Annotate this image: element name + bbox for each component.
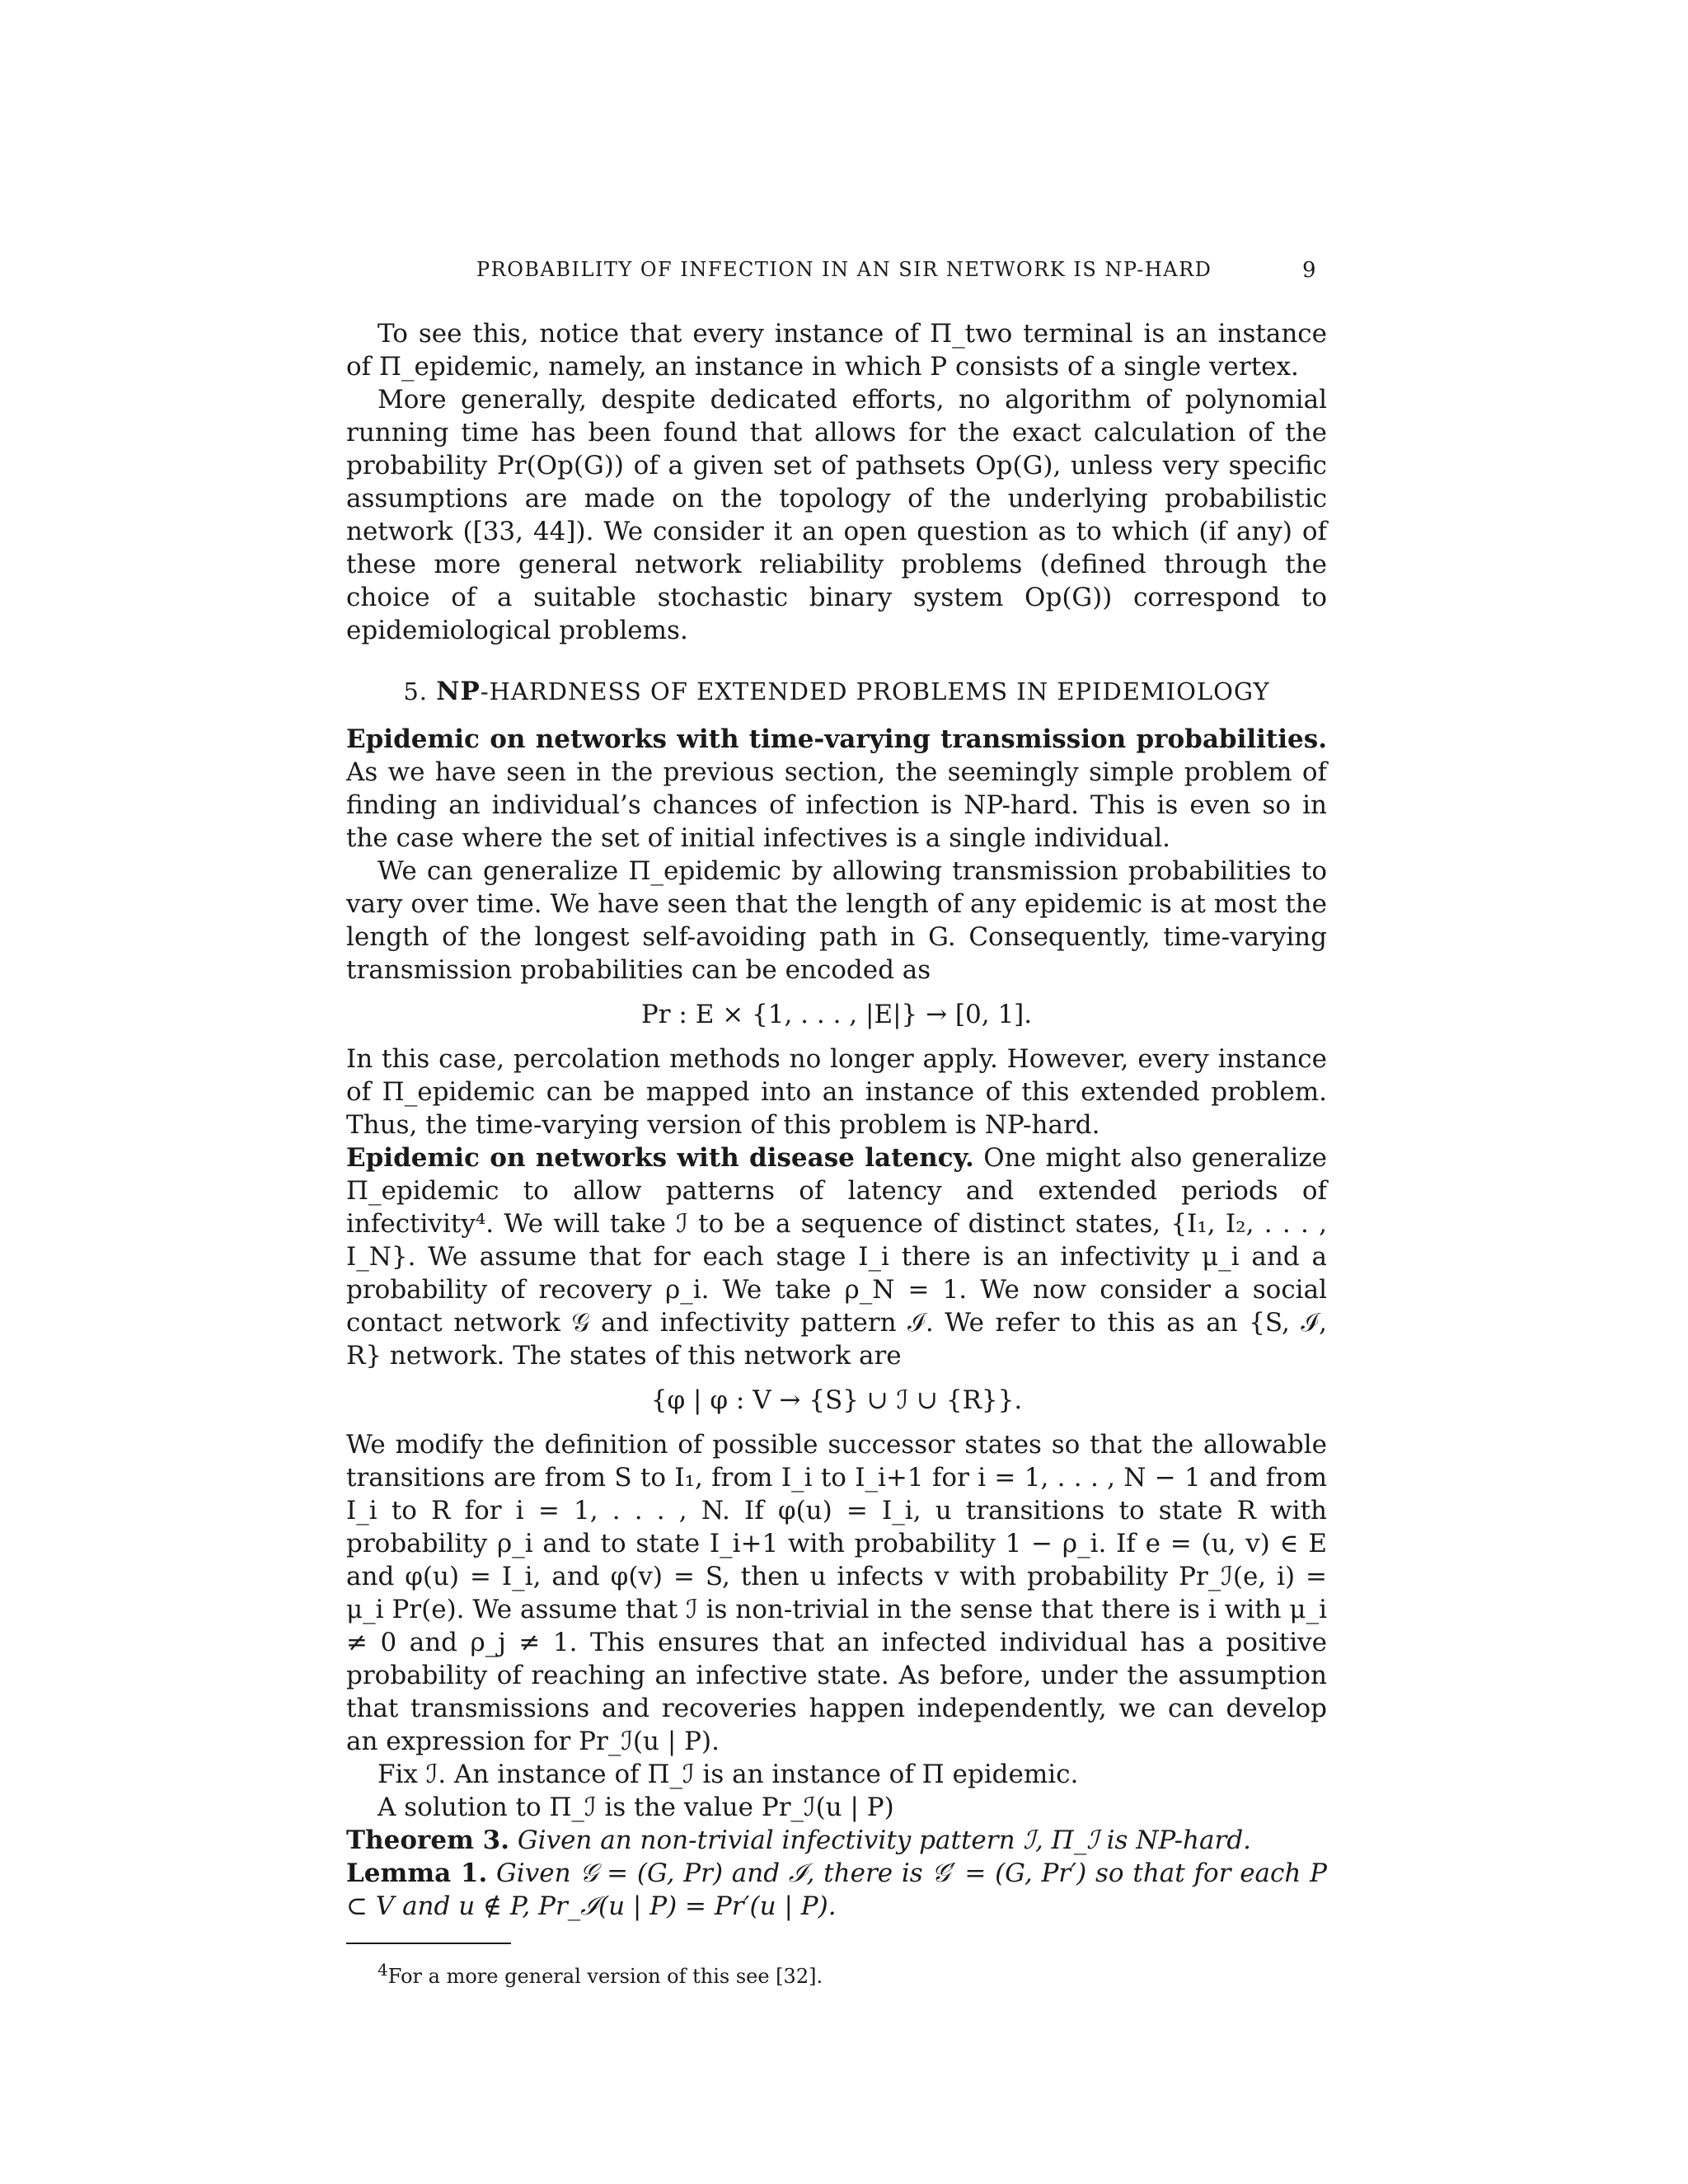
paragraph-generalize: We can generalize Π_epidemic by allowing transmission probabilities to vary over time. We have seen that the length of any epidemic is at most the length of the longest self-avoiding path in G. Consequently, time-varying transmission probabilities can be encoded as: [346, 856, 1327, 985]
footnote-text: For a more general version of this see [32].: [387, 1965, 823, 1988]
section-title: -HARDNESS OF EXTENDED PROBLEMS IN EPIDEMIOLOGY: [480, 677, 1270, 705]
section-np: NP: [436, 677, 481, 706]
paragraph-percolation: In this case, percolation methods no longer apply. However, every instance of Π_epidemic can be mapped into an instance of this extended problem. Thus, the time-varying version of this problem is NP-hard.: [346, 1044, 1327, 1140]
display-equation-states: {φ | φ : V → {S} ∪ ℐ ∪ {R}}.: [650, 1385, 1023, 1415]
running-title: PROBABILITY OF INFECTION IN AN SIR NETWORK IS NP-HARD: [476, 258, 1212, 281]
paragraph-transitions: We modify the definition of possible successor states so that the allowable transitions are from S to I₁, from I_i to I_i+1 for i = 1, . . . , N − 1 and from I_i to R for i = 1, . . . , N. If φ(u) = I_i, u transitions to state R with probability ρ_i and to state I_i+1 with probability 1 − ρ_i. If e = (u, v) ∈ E and φ(u) = I_i, and φ(v) = S, then u infects v with probability Pr_ℐ(e, i) = μ_i Pr(e). We assume that ℐ is non-trivial in the sense that there is i with μ_i ≠ 0 and ρ_j ≠ 1. This ensures that an infected individual has a positive probability of reaching an infective state. As before, under the assumption that transmissions and recoveries happen independently, we can develop an expression for Pr_ℐ(u | P).: [346, 1430, 1327, 1756]
section-heading: [346, 675, 1327, 708]
paragraph-general-reliability: More generally, despite dedicated efforts, no algorithm of polynomial running time has been found that allows for the exact calculation of the probability Pr(Op(G)) of a given set of pathsets Op(G), unless very specific assumptions are made on the topology of the underlying probabilistic network ([33, 44]). We consider it an open question as to which (if any) of these more general network reliability problems (defined through the choice of a suitable stochastic binary system Op(G)) correspond to epidemiological problems.: [346, 385, 1327, 645]
time-varying-heading: Epidemic on networks with time-varying transmission probabilities.: [346, 724, 1327, 754]
running-head: [346, 258, 1327, 291]
display-equation-pr: Pr : E × {1, . . . , |E|} → [0, 1].: [640, 1000, 1033, 1029]
latency-heading: Epidemic on networks with disease latency.: [346, 1143, 974, 1173]
lemma-1: [346, 1857, 1327, 1923]
paragraph-two-terminal: To see this, notice that every instance of Π_two terminal is an instance of Π_epidemic, namely, an instance in which P consists of a single vertex.: [346, 319, 1327, 382]
paragraph-solution: A solution to Π_ℐ is the value Pr_ℐ(u | P): [377, 1793, 894, 1822]
footnote: [346, 1956, 1327, 1990]
time-varying-intro: As we have seen in the previous section, the seemingly simple problem of finding an individual’s chances of infection is NP-hard. This is even so in the case where the set of initial infectives is a single individual.: [346, 757, 1327, 853]
footnote-rule: [346, 1943, 511, 1944]
section-number: 5.: [403, 677, 428, 705]
paragraph-latency: [346, 1141, 1327, 1372]
theorem-statement: Given an non-trivial infectivity pattern ℐ, Π_ℐ is NP-hard.: [517, 1825, 1252, 1855]
lemma-statement: Given 𝒢 = (G, Pr) and ℐ, there is 𝒢′ = (G, Pr′) so that for each P ⊂ V and u ∉ P, Pr_ℐ(u | P) = Pr′(u | P).: [346, 1858, 1327, 1921]
lemma-label: Lemma 1.: [346, 1858, 488, 1888]
page-number: 9: [1301, 258, 1317, 283]
footnote-mark: 4: [377, 1960, 388, 1980]
body-text: [346, 317, 1327, 1990]
paragraph-fix: Fix ℐ. An instance of Π_ℐ is an instance of Π epidemic.: [377, 1760, 1079, 1789]
latency-intro: One might also generalize Π_epidemic to allow patterns of latency and extended periods of infectivity⁴. We will take ℐ to be a sequence of distinct states, {I₁, I₂, . . . , I_N}. We assume that for each stage I_i there is an infectivity μ_i and a probability of recovery ρ_i. We take ρ_N = 1. We now consider a social contact network 𝒢 and infectivity pattern ℐ. We refer to this as an {S, ℐ, R} network. The states of this network are: [346, 1143, 1327, 1371]
theorem-3: [346, 1824, 1327, 1857]
theorem-label: Theorem 3.: [346, 1825, 510, 1855]
paragraph-time-varying: [346, 723, 1327, 855]
